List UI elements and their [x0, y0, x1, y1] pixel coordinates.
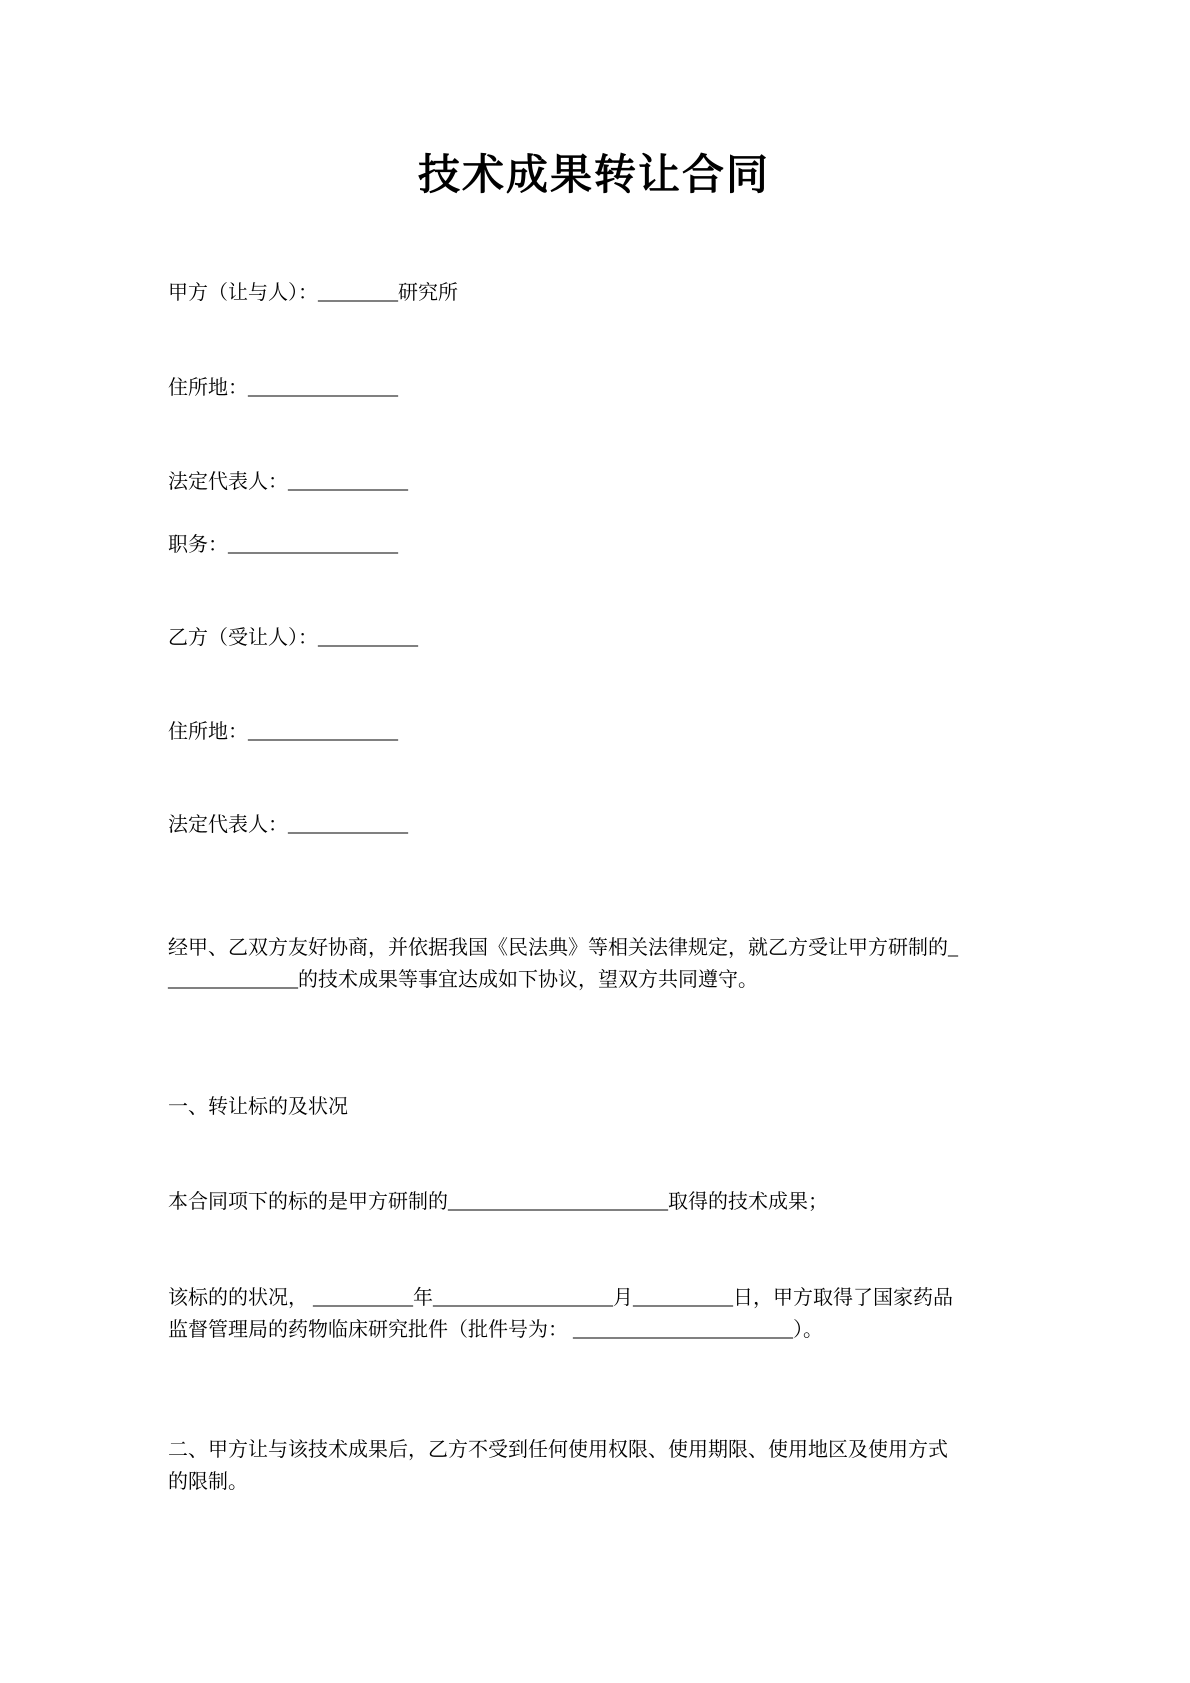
section-2-paragraph: [168, 1434, 1020, 1498]
section-1-heading: 一、转让标的及状况: [168, 1096, 348, 1118]
party-b-legal-rep-line: 法定代表人：____________: [168, 814, 408, 836]
party-a-legal-rep-line: 法定代表人：____________: [168, 471, 408, 493]
section-2-line-2: 的限制。: [168, 1471, 248, 1493]
section-2-line-1: 二、甲方让与该技术成果后，乙方不受到任何使用权限、使用期限、使用地区及使用方式: [168, 1439, 948, 1461]
preamble-line-2: _____________的技术成果等事宜达成如下协议，望双方共同遵守。: [168, 969, 758, 991]
document-title: 技术成果转让合同: [417, 153, 770, 199]
preamble-paragraph: [168, 932, 1020, 996]
party-b-address-line: 住所地：_______________: [168, 721, 398, 743]
clause-status-paragraph: [168, 1282, 1020, 1346]
party-b-name-line: 乙方（受让人）：__________: [168, 627, 418, 649]
clause-status-line-1: 该标的的状况， __________年__________________月__________日，甲方取得了国家药品: [168, 1287, 953, 1309]
preamble-line-1: 经甲、乙双方友好协商，并依据我国《民法典》等相关法律规定，就乙方受让甲方研制的_: [168, 937, 958, 959]
clause-status-line-2: 监督管理局的药物临床研究批件（批件号为： ______________________）。: [168, 1319, 823, 1341]
party-a-position-line: 职务：_________________: [168, 534, 398, 556]
party-a-name-line: 甲方（让与人）：________研究所: [168, 282, 458, 304]
clause-subject-line: 本合同项下的标的是甲方研制的______________________取得的技术成果；: [168, 1191, 828, 1213]
party-a-address-line: 住所地：_______________: [168, 377, 398, 399]
